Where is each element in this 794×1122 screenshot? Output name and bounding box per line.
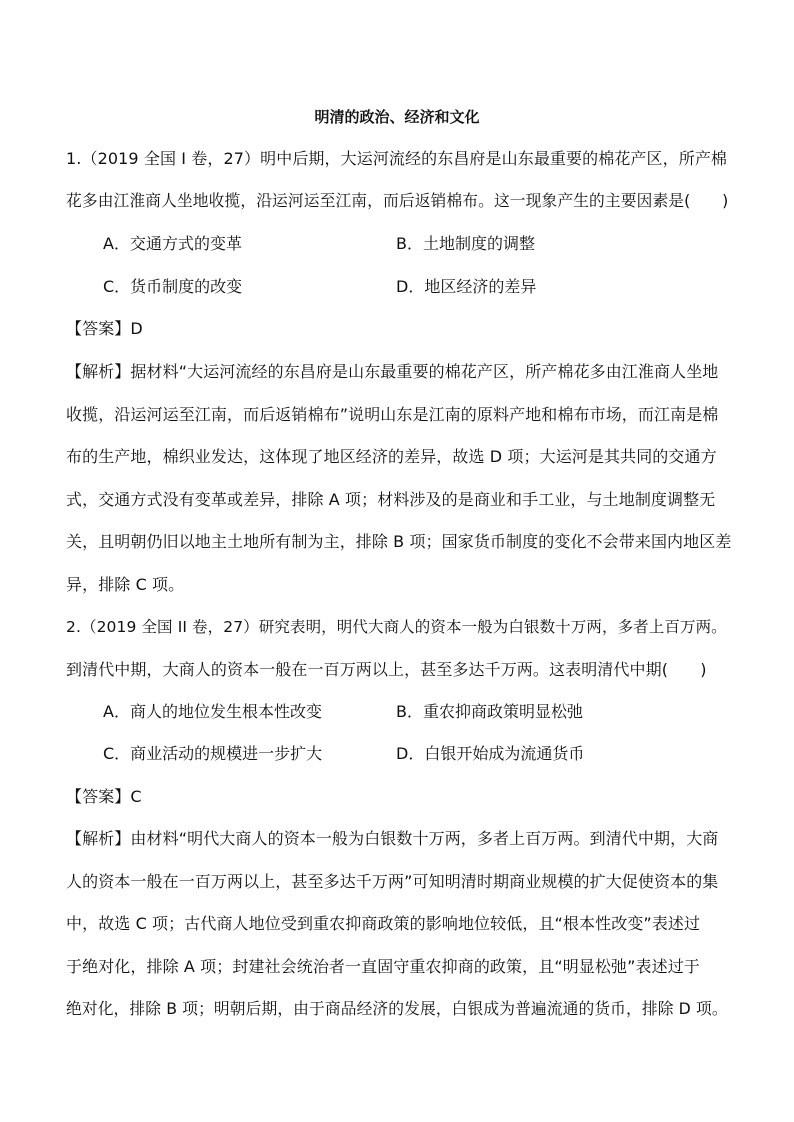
q1-analysis-line-2: 收揽，沿运河运至江南，而后返销棉布”说明山东是江南的原料产地和棉布市场，而江南是棉: [66, 405, 719, 424]
q2-analysis-line-1: 【解析】由材料“明代大商人的资本一般为白银数十万两，多者上百万两。到清代中期，大商: [66, 829, 719, 848]
q1-answer: 【答案】D: [66, 319, 143, 338]
q1-stem-line-1: 1.（2019 全国 I 卷，27）明中后期，大运河流经的东昌府是山东最重要的棉花产区，所产棉: [66, 149, 728, 168]
q2-answer: 【答案】C: [66, 787, 142, 806]
q2-stem-line-2: 到清代中期，大商人的资本一般在一百万两以上，甚至多达千万两。这表明清代中期( ): [66, 660, 707, 679]
q1-analysis-line-6: 异，排除 C 项。: [66, 575, 185, 594]
q1-option-a: A．交通方式的变革: [103, 234, 242, 253]
q2-stem-line-1: 2.（2019 全国 II 卷，27）研究表明，明代大商人的资本一般为白银数十万两，多者上百万两。: [66, 618, 727, 636]
q1-analysis-line-3: 布的生产地，棉织业发达，这体现了地区经济的差异，故选 D 项；大运河是其共同的交通方: [66, 447, 717, 466]
q1-analysis-line-4: 式，交通方式没有变革或差异，排除 A 项；材料涉及的是商业和手工业，与土地制度调整无: [66, 490, 716, 509]
q1-option-b: B．土地制度的调整: [396, 234, 535, 253]
q2-option-b: B．重农抑商政策明显松弛: [396, 702, 583, 721]
page-title: 明清的政治、经济和文化: [314, 108, 480, 126]
q2-option-a: A．商人的地位发生根本性改变: [103, 702, 322, 721]
q2-analysis-line-3: 中，故选 C 项；古代商人地位受到重农抑商政策的影响地位较低，且“根本性改变”表述过: [66, 914, 701, 933]
q2-analysis-line-2: 人的资本一般在一百万两以上，甚至多达千万两”可知明清时期商业规模的扩大促使资本的集: [66, 872, 719, 891]
q1-option-d: D．地区经济的差异: [396, 277, 537, 296]
q2-analysis-line-4: 于绝对化，排除 A 项；封建社会统治者一直固守重农抑商的政策，且“明显松弛”表述过于: [66, 957, 700, 976]
q2-option-c: C．商业活动的规模进一步扩大: [103, 744, 323, 763]
q1-analysis-line-1: 【解析】据材料“大运河流经的东昌府是山东最重要的棉花产区，所产棉花多由江淮商人坐地: [66, 362, 719, 381]
q2-analysis-line-5: 绝对化，排除 B 项；明朝后期，由于商品经济的发展，白银成为普遍流通的货币，排除 D 项。: [66, 999, 728, 1018]
q1-analysis-line-5: 关，且明朝仍旧以地主土地所有制为主，排除 B 项；国家货币制度的变化不会带来国内地区差: [66, 532, 732, 551]
q2-option-d: D．白银开始成为流通货币: [396, 744, 585, 763]
q1-stem-line-2: 花多由江淮商人坐地收揽，沿运河运至江南，而后返销棉布。这一现象产生的主要因素是( ): [66, 191, 729, 210]
q1-option-c: C．货币制度的改变: [103, 277, 243, 296]
